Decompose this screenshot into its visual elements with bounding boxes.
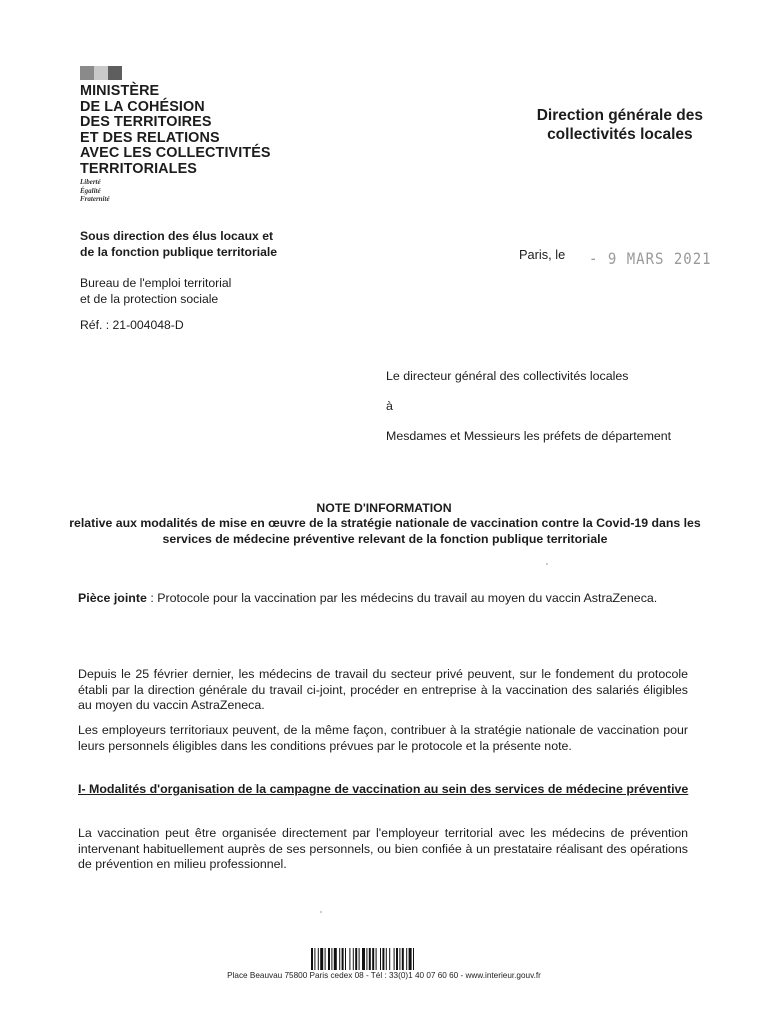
barcode-bar — [359, 948, 360, 970]
ministry-line: AVEC LES COLLECTIVITÉS — [80, 145, 271, 162]
date-place: Paris, le — [519, 247, 566, 262]
barcode-bar — [342, 948, 344, 970]
subdirection — [80, 228, 277, 260]
barcode-bar — [334, 948, 337, 970]
ministry-line: TERRITORIALES — [80, 160, 197, 177]
barcode-bar — [339, 948, 340, 970]
barcode-bar — [402, 948, 404, 970]
ministry-name — [80, 84, 271, 178]
reference-number: Réf. : 21-004048-D — [80, 318, 184, 332]
barcode-bar — [318, 948, 319, 970]
attachment — [78, 591, 698, 607]
scan-speck — [546, 563, 548, 565]
paragraph-3: La vaccination peut être organisée directement par l'employeur territorial avec les médecins de prévention intervenant habituellement auprès de ses personnels, ou bien confiée à un prestataire réalisant des opérations de prévention en milieu professionnel. — [78, 826, 688, 872]
barcode-bar — [413, 948, 414, 970]
motto-liberte: Liberté — [80, 178, 101, 186]
barcode-bar — [353, 948, 354, 970]
direction-title — [537, 106, 703, 144]
barcode-bar — [399, 948, 400, 970]
barcode-bar — [409, 948, 412, 970]
footer-address: Place Beauvau 75800 Paris cedex 08 - Tél : 33(0)1 40 07 60 60 - www.interieur.gouv.fr — [227, 971, 541, 980]
note-title: NOTE D'INFORMATION — [316, 501, 452, 515]
subdirection-line: Sous direction des élus locaux et — [80, 229, 274, 243]
ministry-line: ET DES RELATIONS — [80, 129, 220, 146]
barcode-bar — [380, 948, 381, 970]
ministry-line: DE LA COHÉSION — [80, 98, 205, 115]
barcode-bar — [386, 948, 387, 970]
barcode-bar — [331, 948, 332, 970]
bureau-line: et de la protection sociale — [80, 292, 219, 306]
republic-motto — [80, 178, 110, 204]
barcode-bar — [394, 948, 395, 970]
barcode-bar — [349, 948, 350, 970]
ministry-line: MINISTÈRE — [80, 83, 160, 99]
motto-egalite: Égalité — [80, 186, 101, 195]
barcode-bar — [362, 948, 365, 970]
barcode-bar — [406, 948, 407, 970]
recipient-to: Mesdames et Messieurs les préfets de département — [386, 429, 672, 443]
motto-fraternite: Fraternité — [80, 195, 110, 203]
barcode-bar — [376, 948, 377, 970]
date-stamp: - 9 MARS 2021 — [589, 250, 712, 269]
barcode-bar — [396, 948, 398, 970]
note-subtitle: relative aux modalités de mise en œuvre de la stratégie nationale de vaccination contre la Covid-19 dans les services de médecine préventive relevant de la fonction publique territoriale — [69, 516, 701, 546]
barcode-bar — [328, 948, 330, 970]
barcode-bar — [314, 948, 315, 970]
barcode-bar — [311, 948, 313, 970]
paragraph-2: Les employeurs territoriaux peuvent, de la même façon, contribuer à la stratégie nationale de vaccination pour leurs personnels éligibles dans les conditions prévues par le protocole et la présente note. — [78, 723, 688, 753]
subdirection-line: de la fonction publique territoriale — [80, 245, 278, 259]
barcode-bar — [320, 948, 323, 970]
scan-speck — [320, 911, 322, 913]
barcode-bar — [372, 948, 374, 970]
ministry-line: DES TERRITOIRES — [80, 114, 212, 131]
barcode-icon — [311, 948, 457, 970]
direction-line: collectivités locales — [547, 126, 693, 143]
section-heading: I- Modalités d'organisation de la campagne de vaccination au sein des services de médecine préventive — [78, 782, 689, 796]
barcode-bar — [389, 948, 390, 970]
recipient-from: Le directeur général des collectivités locales — [386, 369, 629, 383]
marianne-logo-icon — [80, 66, 122, 80]
bureau — [80, 275, 231, 307]
barcode-bar — [382, 948, 384, 970]
attachment-label: Pièce jointe — [78, 591, 147, 605]
recipient-to-word: à — [386, 399, 393, 413]
attachment-text: : Protocole pour la vaccination par les médecins du travail au moyen du vaccin AstraZeneca. — [146, 591, 658, 605]
bureau-line: Bureau de l'emploi territorial — [80, 276, 232, 290]
barcode-bar — [345, 948, 346, 970]
direction-line: Direction générale des — [536, 107, 703, 124]
barcode-bar — [325, 948, 326, 970]
paragraph-1: Depuis le 25 février dernier, les médecins de travail du secteur privé peuvent, sur le fondement du protocole établi par la direction générale du travail ci-joint, procéder en entreprise à la vaccination des salariés éligibles au moyen du vaccin AstraZeneca. — [78, 667, 688, 713]
barcode-bar — [355, 948, 357, 970]
barcode-bar — [366, 948, 367, 970]
barcode-bar — [369, 948, 371, 970]
